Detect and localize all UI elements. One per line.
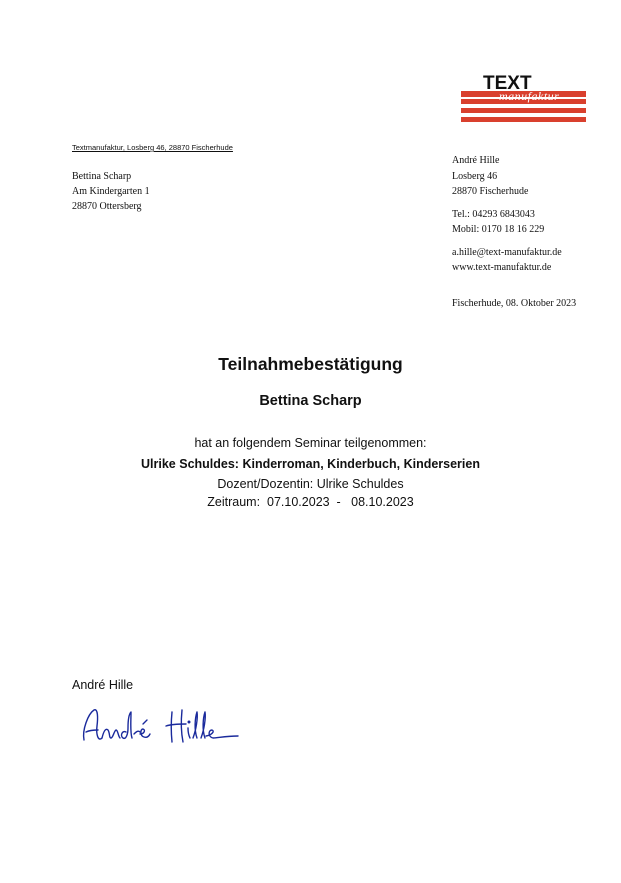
signer-name: André Hille [72, 678, 134, 692]
sender-return-address: Textmanufaktur, Losberg 46, 28870 Fischerhude [72, 143, 233, 152]
recipient-name: Bettina Scharp [72, 171, 132, 182]
contact-mobile: Mobil: 0170 18 16 229 [452, 224, 545, 235]
recipient-city: 28870 Ottersberg [72, 201, 142, 212]
handwritten-signature [80, 700, 250, 752]
logo-bar-3 [461, 108, 586, 113]
contact-street: Losberg 46 [452, 170, 498, 182]
recipient-address [72, 169, 150, 214]
contact-name: André Hille [452, 155, 500, 166]
period-separator: - [336, 495, 341, 509]
logo-bar-4 [461, 117, 586, 122]
participant-name: Bettina Scharp [259, 393, 362, 409]
sender-contact-block [452, 153, 562, 276]
seminar-title: Ulrike Schuldes: Kinderroman, Kinderbuch, Kinderserien [141, 457, 480, 471]
contact-city: 28870 Fischerhude [452, 186, 529, 197]
lecturer-text: Dozent/Dozentin: Ulrike Schuldes [217, 477, 404, 491]
period-end: 08.10.2023 [351, 495, 414, 509]
contact-tel: Tel.: 04293 6843043 [452, 208, 535, 220]
recipient-street: Am Kindergarten 1 [72, 186, 150, 197]
letter-date: Fischerhude, 08. Oktober 2023 [452, 298, 577, 309]
logo-text: TEXT [483, 73, 532, 94]
contact-web: www.text-manufaktur.de [452, 262, 552, 273]
logo-manufaktur: manufaktur [499, 89, 560, 103]
document-title: Teilnahmebestätigung [218, 354, 403, 374]
period-label: Zeitraum: [207, 495, 261, 509]
company-logo [461, 73, 595, 130]
intro-text: hat an folgendem Seminar teilgenommen: [194, 436, 427, 450]
period-text [0, 495, 621, 509]
contact-email: a.hille@text-manufaktur.de [452, 246, 562, 258]
logo-registered-mark: ® [590, 91, 595, 97]
period-start: 07.10.2023 [267, 495, 330, 509]
